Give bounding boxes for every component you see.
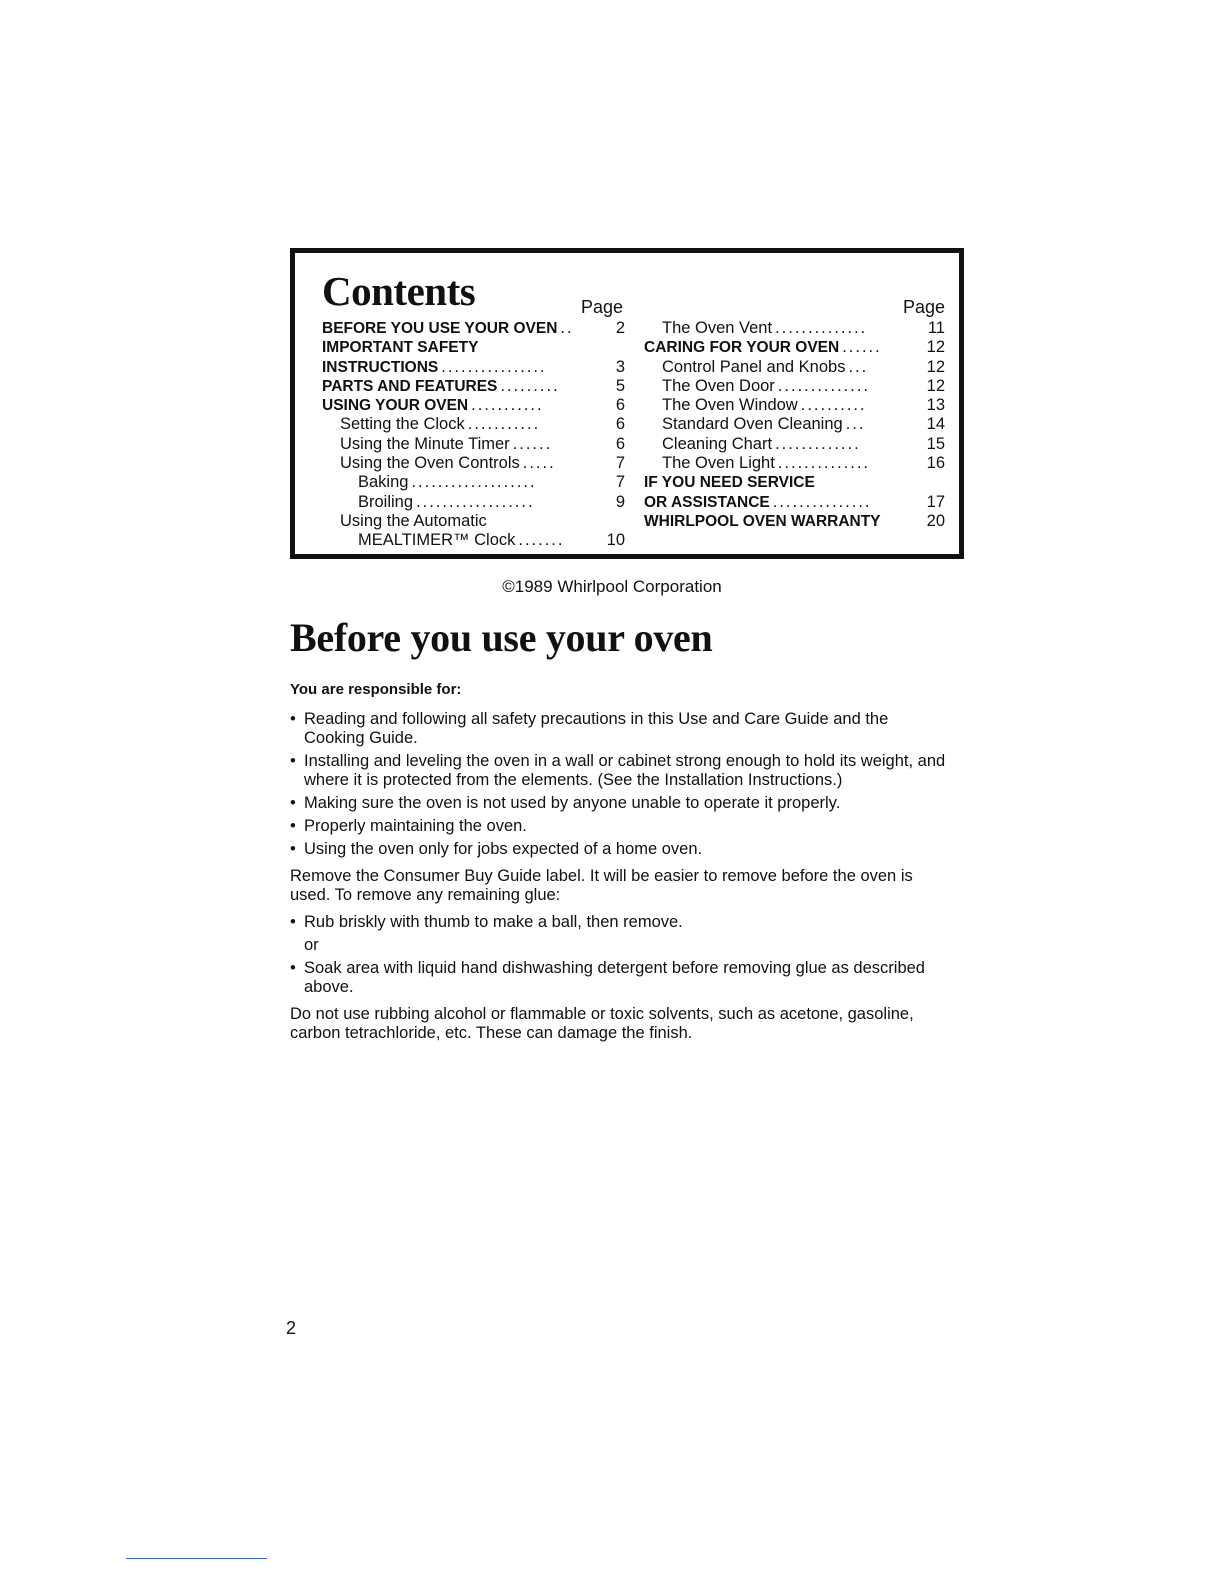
toc-entry-label: The Oven Light xyxy=(662,454,775,473)
toc-entry xyxy=(644,377,945,396)
copyright-notice: ©1989 Whirlpool Corporation xyxy=(502,577,722,596)
section-body xyxy=(290,680,950,1051)
toc-entry xyxy=(644,473,945,492)
toc-entry-label: Cleaning Chart xyxy=(662,434,773,453)
toc-entry xyxy=(644,493,945,512)
responsibility-intro: You are responsible for: xyxy=(290,681,462,698)
list-item: • Installing and leveling the oven in a wall or cabinet strong enough to hold its weight, and where it is protected from the elements. (See the Installation Instructions.) xyxy=(290,752,950,790)
toc-entry-leader: ............... xyxy=(772,492,872,511)
toc-entry-page: 12 xyxy=(926,338,945,357)
toc-entry-label: The Oven Door xyxy=(662,376,775,395)
toc-entry-leader: ...... xyxy=(842,338,882,357)
glue-removal-list xyxy=(290,913,950,932)
toc-entry-label: BEFORE YOU USE YOUR OVEN xyxy=(322,320,558,337)
toc-entry-leader: .............. xyxy=(777,454,871,473)
toc-entry xyxy=(322,358,625,377)
contents-title: Contents xyxy=(322,268,476,314)
toc-entry-leader: ...... xyxy=(512,434,553,453)
toc-entry-label: Standard Oven Cleaning xyxy=(662,415,843,434)
toc-entry-page: 17 xyxy=(926,492,945,511)
page-column-header-right: Page xyxy=(902,297,945,317)
toc-entry-label: Baking xyxy=(358,473,409,492)
responsibility-list xyxy=(290,710,950,859)
toc-entry xyxy=(322,454,625,473)
toc-entry xyxy=(644,319,945,338)
toc-entry-label: INSTRUCTIONS xyxy=(322,358,439,376)
toc-entry-label: The Oven Window xyxy=(662,396,798,415)
toc-entry-label: Using the Automatic xyxy=(340,511,487,530)
toc-entry-page: 6 xyxy=(615,415,625,434)
toc-entry-label: IMPORTANT SAFETY xyxy=(322,339,479,357)
list-item: • Properly maintaining the oven. xyxy=(290,817,950,836)
section-title: Before you use your oven xyxy=(290,615,713,660)
toc-entry-label: MEALTIMER™ Clock xyxy=(358,531,516,550)
toc-entry-label: IF YOU NEED SERVICE xyxy=(644,474,815,492)
or-text: or xyxy=(304,936,319,954)
toc-entry-label: The Oven Vent xyxy=(662,319,773,337)
toc-entry-page: 11 xyxy=(927,319,945,337)
toc-entry-page: 7 xyxy=(615,473,625,492)
toc-entry-page: 3 xyxy=(615,357,625,376)
toc-entry-leader: ..... xyxy=(522,454,556,473)
toc-entry-label: Broiling xyxy=(358,492,414,511)
toc-entry xyxy=(644,454,945,473)
toc-entry-leader: ... xyxy=(845,415,866,434)
toc-entry-leader: ............. xyxy=(775,434,861,453)
toc-entry-leader: .............. xyxy=(777,376,870,395)
toc-entry-page: 12 xyxy=(926,357,945,376)
toc-entry xyxy=(322,473,625,492)
toc-entry-page: 6 xyxy=(615,434,625,453)
label-removal-paragraph: Remove the Consumer Buy Guide label. It will be easier to remove before the oven is used. To remove any remaining glue: xyxy=(290,867,913,904)
toc-entry xyxy=(322,396,625,415)
toc-entry-leader: ................ xyxy=(441,357,547,376)
list-item: • Making sure the oven is not used by anyone unable to operate it properly. xyxy=(290,794,950,813)
toc-entry xyxy=(322,377,625,396)
toc-entry-leader: .................. xyxy=(416,492,535,511)
toc-entry-label: Using the Minute Timer xyxy=(340,434,510,453)
toc-entry-page: 6 xyxy=(615,396,625,415)
toc-entry-leader: .. xyxy=(560,319,574,337)
page-number: 2 xyxy=(286,1318,297,1338)
toc-entry-page: 20 xyxy=(926,511,945,530)
toc-entry xyxy=(322,319,625,338)
toc-entry-leader: ......... xyxy=(500,376,560,395)
toc-entry-leader: ................... xyxy=(411,473,537,492)
toc-entry xyxy=(644,358,945,377)
list-item: • Reading and following all safety precautions in this Use and Care Guide and the Cooking Guide. xyxy=(290,710,950,748)
toc-entry xyxy=(322,415,625,434)
toc-entry-label: WHIRLPOOL OVEN WARRANTY xyxy=(644,512,881,530)
toc-entry-label: Control Panel and Knobs xyxy=(662,357,846,376)
list-item: • Using the oven only for jobs expected of a home oven. xyxy=(290,840,950,859)
toc-entry xyxy=(322,493,625,512)
toc-entry-leader: .......... xyxy=(800,396,867,415)
toc-entry xyxy=(644,435,945,454)
toc-entry-label: OR ASSISTANCE xyxy=(644,493,770,511)
toc-entry-leader: ........... xyxy=(467,415,541,434)
toc-entry-page: 9 xyxy=(615,492,625,511)
toc-entry xyxy=(322,338,625,357)
toc-entry xyxy=(644,512,945,531)
toc-entry-page: 5 xyxy=(615,376,625,395)
toc-entry-page: 7 xyxy=(615,454,625,473)
toc-entry xyxy=(322,531,625,550)
toc-entry xyxy=(644,396,945,415)
contents-box xyxy=(290,248,964,559)
toc-entry-page: 13 xyxy=(926,396,945,415)
page-column-header-left: Page xyxy=(580,297,623,317)
toc-entry xyxy=(322,435,625,454)
toc-entry xyxy=(644,415,945,434)
toc-entry-page: 2 xyxy=(615,319,625,337)
toc-entry-leader: ....... xyxy=(518,531,565,550)
toc-entry-label: Using the Oven Controls xyxy=(340,454,520,473)
toc-entry-label: Setting the Clock xyxy=(340,415,465,434)
toc-entry xyxy=(322,512,625,531)
footnote-rule xyxy=(126,1558,267,1559)
toc-entry-leader: ........... xyxy=(471,396,544,415)
toc-entry-page: 14 xyxy=(926,415,945,434)
glue-removal-list-2 xyxy=(290,959,950,997)
list-item: • Rub briskly with thumb to make a ball, then remove. xyxy=(290,913,950,932)
toc-entry-leader: ... xyxy=(848,357,869,376)
toc-entry-page: 10 xyxy=(606,531,625,550)
toc-left-column xyxy=(322,319,625,551)
toc-entry-label: CARING FOR YOUR OVEN xyxy=(644,339,840,357)
list-item: • Soak area with liquid hand dishwashing detergent before removing glue as described above. xyxy=(290,959,950,997)
toc-entry-page: 16 xyxy=(926,454,945,473)
toc-entry-leader: .............. xyxy=(775,319,868,337)
toc-entry-page: 15 xyxy=(926,434,945,453)
toc-right-column xyxy=(644,319,945,531)
toc-entry-label: PARTS AND FEATURES xyxy=(322,377,498,395)
toc-entry-page: 12 xyxy=(926,376,945,395)
toc-entry xyxy=(644,338,945,357)
solvent-warning-paragraph: Do not use rubbing alcohol or flammable or toxic solvents, such as acetone, gasoline, carbon tetrachloride, etc. These can damage the finish. xyxy=(290,1005,914,1042)
toc-entry-label: USING YOUR OVEN xyxy=(322,397,469,415)
